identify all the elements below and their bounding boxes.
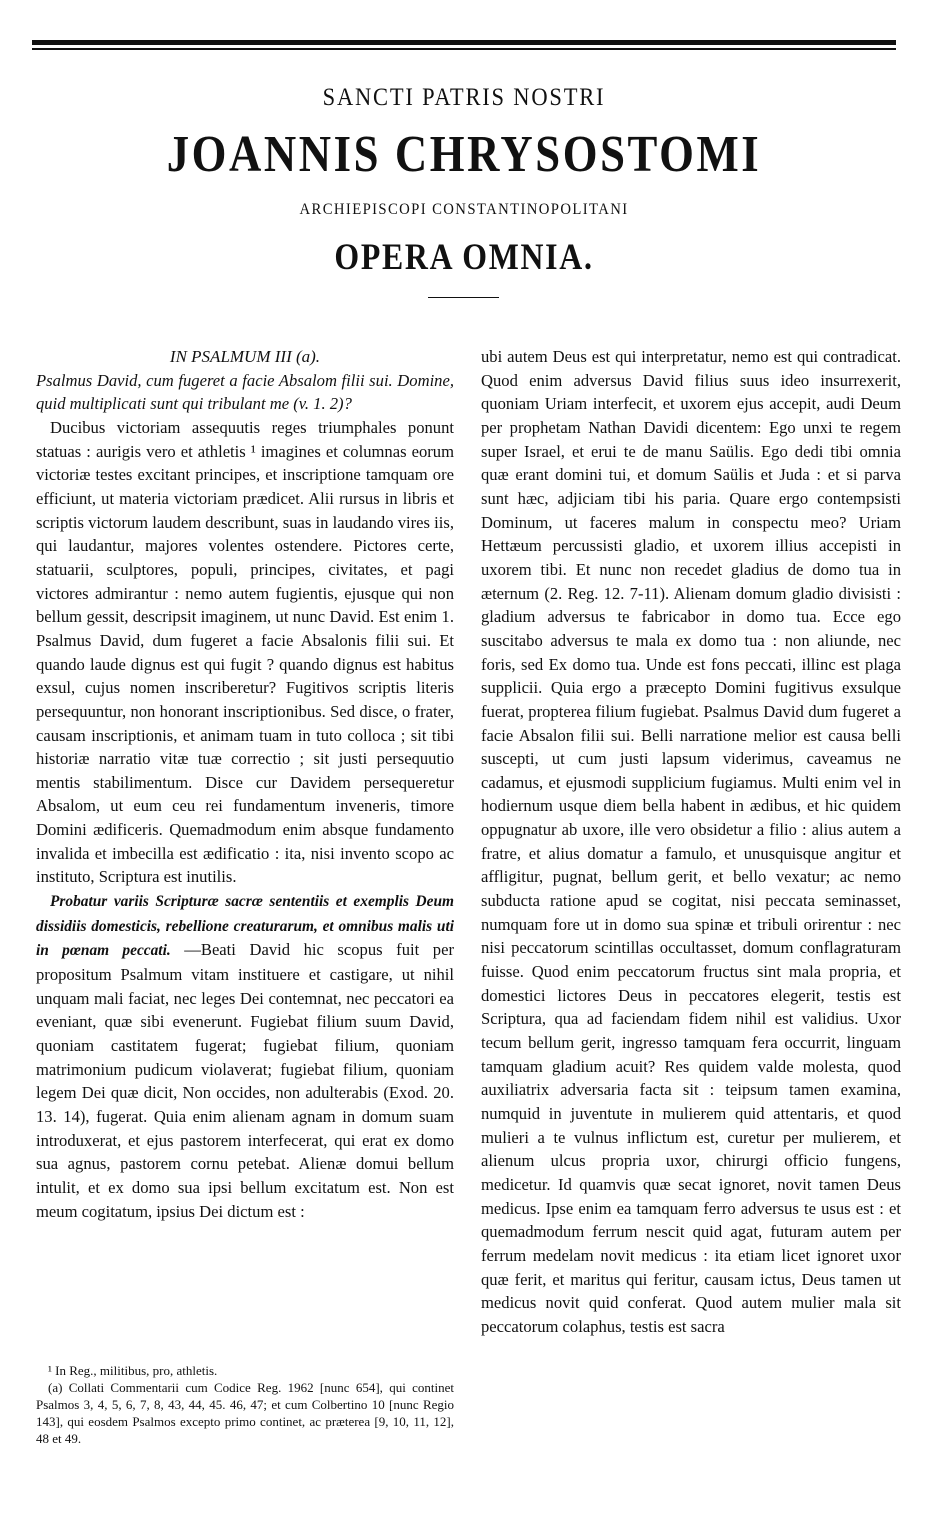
left-paragraph-2: [36, 889, 454, 1223]
left-paragraph-1: Ducibus victoriam assequutis reges triumphales ponunt statuas : aurigis vero et athletis ¹ imagines et columnas eorum victoriæ testes excitant principes, et inscriptione tamquam ore efficiunt, ut materia victoriam prædicet. Alii rursus in libris et scriptis victorum laudem describunt, suas in laudando vires iis, qui laudantur, majores volentes ostendere. Pictores certe, statuarii, sculptores, populi, principes, civitates, et pagi victores admirantur : nemo autem fugientis, ejusque qui non bellum gessit, descripsit imaginem, ut nunc David. Est enim 1. Psalmus David, dum fugeret a facie Absalonis filii sui. Et quando laude dignus est qui fugit ? quando dignus est habitus exsul, cujus nomen inscriberetur? Fugitivos scriptis literis persequuntur, non honorant inscriptionibus. Sed disce, o frater, causam inscriptionis, et animam tuam in tuto colloca ; sit tibi historiæ narratio vitæ tuæ correctio ; sit justi persequutio mentis stabilimentum. Disce cur Davidem persequeretur Absalom, ut eum ceu rei fundamentum inveneris, timore Domini ædificeris. Quemadmodum enim absque fundamento invalida et imbecilla est ædificatio : ita, nisi invento scopo ac instituto, Scriptura est inutilis.: [36, 417, 454, 887]
header-short-rule: [428, 297, 499, 298]
header-rule-thick: [32, 40, 896, 45]
left-column: [36, 345, 454, 1223]
left-paragraph-2-text: —Beati David hic scopus fuit per propositum Psalmum vitam instituere et castigare, ut nihil unquam mali faciat, nec leges Dei contemnat, nec peccatori ea eveniant, quæ sibi evenerunt. Fugiebat filium suum David, quoniam castitatem fugerat; fugiebat filium, quoniam matrimonium pudicum violaverat; fugiebat filium, quoniam legem Dei quæ dicit, Non occides, non adulterabis (Exod. 20. 13. 14), fugerat. Quia enim alienam agnam in domum suam introduxerat, et ejus pastorem interfecerat, qui erat ex domo sua agnus, pastorem cornu petebat. Alienæ domui bellum intulit, et ex domo sua ipsi bellum excitatum est. Non est meum cogitatum, ipsius Dei dictum est :: [36, 940, 454, 1221]
header-rule-thin: [32, 48, 896, 50]
psalm-argument: Psalmus David, cum fugeret a facie Absalom filii sui. Domine, quid multiplicati sunt qui tribulant me (v. 1. 2)?: [36, 370, 454, 414]
footnotes: [36, 1362, 454, 1447]
footnote-a: (a) Collati Commentarii cum Codice Reg. 1962 [nunc 654], qui continet Psalmos 3, 4, 5, 6, 7, 8, 43, 44, 45. 46, 47; et cum Colbertino 10 [nunc Regio 143], qui eosdem Psalmos excepto primo continet, ac præterea [9, 10, 11, 12], 48 et 49.: [36, 1380, 454, 1446]
right-paragraph: ubi autem Deus est qui interpretatur, nemo est qui contradicat. Quod enim adversus David filius suus ideo insurrexerit, quoniam Uriam interfecit, et uxorem ejus accepit, audi Deum per prophetam Nathan Davidi dicentem: Ego unxi te regem super Israel, et erui te de manu Saülis. Ego dedi tibi omnia quæ erant domini tui, et domum Saülis et Juda : et si parva sunt hæc, adjiciam tibi his paria. Quare ergo contempsisti Dominum, ut faceres malum in conspectu meo? Uriam Hettæum percussisti gladio, et uxorem illius accepisti in uxorem tibi. Et nunc non recedet gladius de domo tua in æternum (2. Reg. 12. 7-11). Alienam domum gladio divisisti : gladium adversus te fabricabor in domo tua. Ecce ego suscitabo adversus te mala ex domo tua : non aliunde, nec foris, sed Ex domo tua. Unde est fons peccati, illinc est plaga supplicii. Quia ergo a præcepto Domini fugitivus exsulque fuerat, propterea filium fugiebat. Psalmus David dum fugeret a facie Absalon filii sui. Belli narratione melior est causa belli suscepti, ut cum justi lapsum viderimus, caveamus ne cadamus, et ejusmodi supplicium fugiamus. Multi enim vel in hodiernum usque diem bella habent in ædibus, et hic quidem oppugnatur ab uxore, ille vero obsidetur a filio : alius autem a fratre, et alius domatur a famulo, et unusquisque angitur et affligitur, pugnat, bellum gerit, et bello vexatur; ac nemo subducta ratione apud se cogitat, nisi peccata seminasset, numquam fore ut in domo sua spinæ et tribuli orirentur : nec nisi peccatorum scintillas occultasset, domum conflagraturam fuisse. Quod enim peccatorum fructus sint mala propria, et domestici lictores Deus in peccatores elegerit, testis est Scriptura, qua ad faciendam fidem nihil est validius. Uxor tecum bellum gerit, ingresso tamquam fera occurrit, linguam tamquam gladium acuit? Res quidem valde molesta, quod auxiliatrix adversaria facta sit : teipsum tamen examina, numquid in juventute in mulierem quid attentaris, et quod mulieri a te vulnus inflictum est, curetur per mulierem, et alienum ulcus propria uxor, chirurgi officio fungens, medicetur. Id quamvis quæ secat ignoret, novit tamen Deus medicus. Ipse enim ea tamquam ferro adversus te usus est : et quemadmodum ferrum nescit quid agat, futuram autem per ferrum medelam novit medicus : ita etiam licet ignoret uxor quæ ferit, et maritus qui feritur, causam ictus, Deus tamen ut medicus novit quid conferat. Quod autem mulier mala sit peccatorum colaphus, testis est sacra: [481, 347, 901, 1336]
header-author-name: JOANNIS CHRYSOSTOMI: [166, 126, 762, 183]
marginal-summary: Probatur variis Scripturæ sacræ sententiis et exemplis Deum dissidiis domesticis, rebellione creaturarum, et omnibus malis uti in pœnam peccati.: [36, 893, 454, 960]
header-line-1: SANCTI PATRIS NOSTRI: [322, 84, 606, 111]
section-title: IN PSALMUM III (a).: [169, 347, 321, 366]
footnote-1: ¹ In Reg., militibus, pro, athletis.: [48, 1363, 218, 1378]
header-line-3: ARCHIEPISCOPI CONSTANTINOPOLITANI: [299, 201, 629, 218]
right-column: [481, 345, 901, 1339]
header-opera-omnia: OPERA OMNIA.: [334, 237, 594, 278]
